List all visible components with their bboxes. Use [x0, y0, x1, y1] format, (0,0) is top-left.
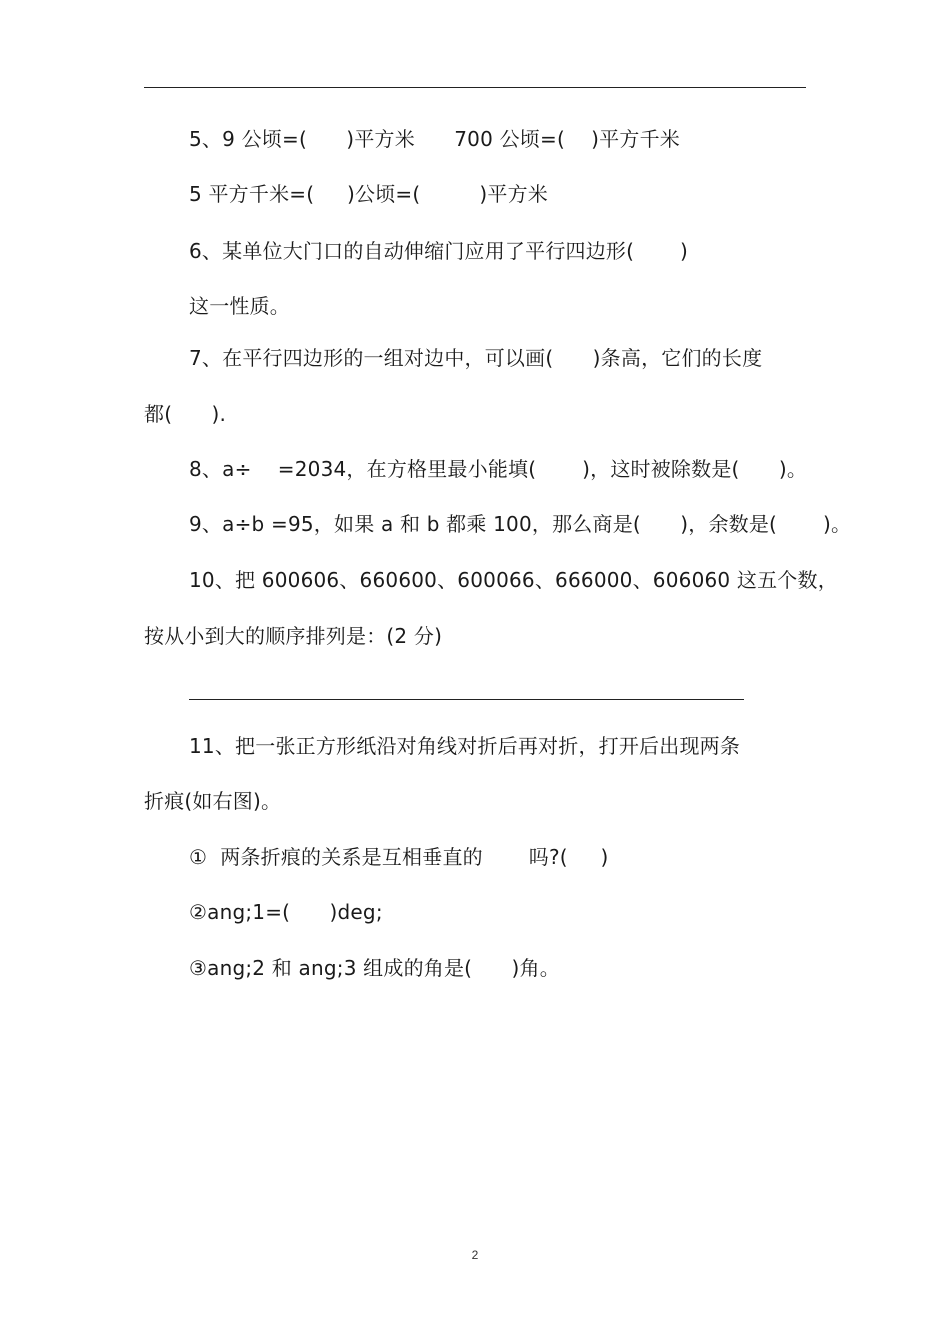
page-number: 2 [471, 1248, 479, 1262]
question-11-line-2: 折痕(如右图)。 [144, 789, 282, 813]
question-11-line-1: 11、把一张正方形纸沿对角线对折后再对折，打开后出现两条 [189, 734, 741, 758]
question-5-line-2: 5 平方千米=( )公顷=( )平方米 [189, 182, 549, 206]
question-5-line-1: 5、9 公顷=( )平方米 700 公顷=( )平方千米 [189, 127, 680, 151]
question-9: 9、a÷b =95，如果 a 和 b 都乘 100，那么商是( )，余数是( )。 [189, 512, 852, 536]
question-11-sub-3: ③ang;2 和 ang;3 组成的角是( )角。 [189, 956, 560, 980]
header-rule [144, 87, 806, 88]
question-10-line-2: 按从小到大的顺序排列是：(2 分) [144, 624, 443, 648]
question-10-line-1: 10、把 600606、660600、600066、666000、606060 这五个数， [189, 568, 838, 592]
answer-blank-line [189, 699, 744, 700]
question-7-line-1: 7、在平行四边形的一组对边中，可以画( )条高，它们的长度 [189, 346, 763, 370]
question-6-line-1: 6、某单位大门口的自动伸缩门应用了平行四边形( ) [189, 239, 689, 263]
question-11-sub-2: ②ang;1=( )deg; [189, 900, 383, 924]
question-7-line-2: 都( ). [144, 402, 227, 426]
question-11-sub-1: ① 两条折痕的关系是互相垂直的 吗?( ) [189, 845, 609, 869]
question-8: 8、a÷ =2034，在方格里最小能填( )，这时被除数是( )。 [189, 457, 808, 481]
question-6-line-2: 这一性质。 [189, 294, 290, 318]
